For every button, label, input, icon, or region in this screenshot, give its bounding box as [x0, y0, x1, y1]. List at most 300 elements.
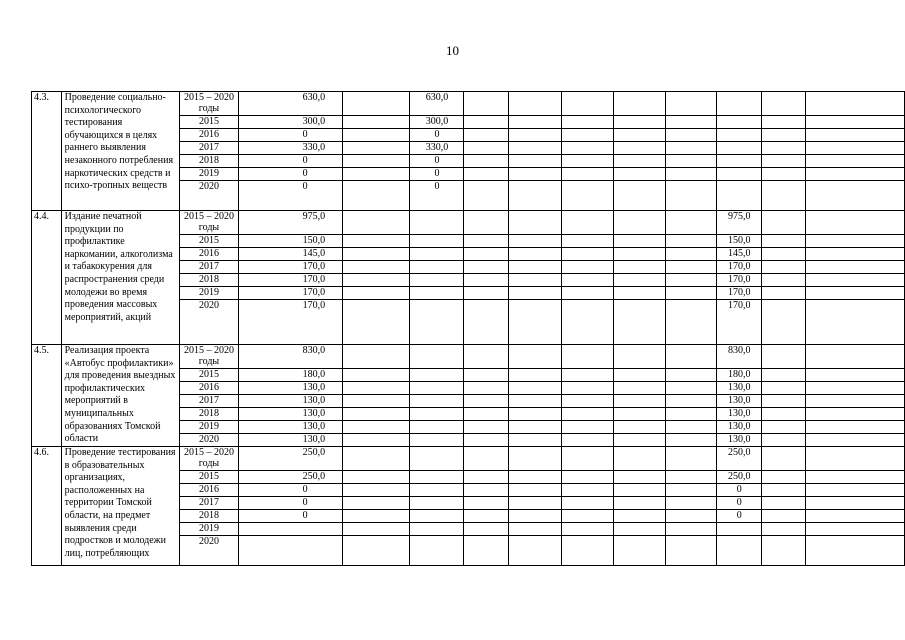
empty-cell [561, 369, 613, 382]
empty-cell [762, 536, 805, 566]
year-cell: 2018 [180, 155, 238, 168]
empty-cell [665, 523, 716, 536]
empty-cell [613, 523, 665, 536]
empty-cell [613, 235, 665, 248]
empty-cell [343, 92, 410, 116]
empty-cell [508, 274, 561, 287]
federal-amount-cell: 0 [410, 168, 464, 181]
empty-cell [508, 395, 561, 408]
total-amount-cell: 0 [238, 129, 342, 142]
empty-cell [613, 536, 665, 566]
empty-cell [343, 345, 410, 369]
empty-cell [665, 345, 716, 369]
empty-cell [508, 248, 561, 261]
empty-cell [343, 497, 410, 510]
row-number: 4.6. [32, 447, 62, 566]
federal-amount-cell [410, 484, 464, 497]
regional-amount-cell: 130,0 [717, 421, 762, 434]
empty-cell [665, 181, 716, 211]
empty-cell [343, 484, 410, 497]
empty-cell [343, 300, 410, 345]
empty-cell [805, 395, 904, 408]
empty-cell [464, 536, 508, 566]
empty-cell [665, 484, 716, 497]
regional-amount-cell [717, 129, 762, 142]
empty-cell [613, 261, 665, 274]
total-amount-cell: 250,0 [238, 447, 342, 471]
empty-cell [343, 523, 410, 536]
empty-cell [464, 471, 508, 484]
empty-cell [343, 447, 410, 471]
empty-cell [464, 235, 508, 248]
empty-cell [805, 434, 904, 447]
empty-cell [561, 408, 613, 421]
empty-cell [464, 497, 508, 510]
empty-cell [762, 434, 805, 447]
empty-cell [464, 523, 508, 536]
empty-cell [508, 235, 561, 248]
year-cell: 2016 [180, 484, 238, 497]
empty-cell [805, 287, 904, 300]
federal-amount-cell [410, 261, 464, 274]
empty-cell [508, 382, 561, 395]
empty-cell [561, 92, 613, 116]
year-cell: 2016 [180, 248, 238, 261]
empty-cell [805, 181, 904, 211]
empty-cell [508, 523, 561, 536]
empty-cell [561, 484, 613, 497]
empty-cell [343, 382, 410, 395]
empty-cell [762, 155, 805, 168]
empty-cell [762, 510, 805, 523]
year-cell: 2018 [180, 510, 238, 523]
empty-cell [464, 168, 508, 181]
regional-amount-cell: 150,0 [717, 235, 762, 248]
table-row [32, 211, 905, 235]
empty-cell [613, 471, 665, 484]
empty-cell [665, 382, 716, 395]
empty-cell [665, 155, 716, 168]
empty-cell [665, 168, 716, 181]
empty-cell [561, 116, 613, 129]
total-amount-cell: 630,0 [238, 92, 342, 116]
empty-cell [508, 421, 561, 434]
row-number: 4.5. [32, 345, 62, 447]
empty-cell [561, 142, 613, 155]
federal-amount-cell [410, 211, 464, 235]
empty-cell [508, 142, 561, 155]
federal-amount-cell [410, 345, 464, 369]
year-cell: 2018 [180, 408, 238, 421]
year-cell: 2015 – 2020 годы [180, 92, 238, 116]
empty-cell [508, 369, 561, 382]
empty-cell [508, 92, 561, 116]
total-amount-cell: 130,0 [238, 382, 342, 395]
year-cell: 2020 [180, 434, 238, 447]
year-cell: 2020 [180, 181, 238, 211]
empty-cell [665, 211, 716, 235]
empty-cell [613, 142, 665, 155]
empty-cell [464, 484, 508, 497]
regional-amount-cell: 830,0 [717, 345, 762, 369]
regional-amount-cell: 130,0 [717, 408, 762, 421]
total-amount-cell: 0 [238, 510, 342, 523]
empty-cell [805, 168, 904, 181]
empty-cell [665, 116, 716, 129]
empty-cell [561, 300, 613, 345]
empty-cell [561, 510, 613, 523]
empty-cell [613, 274, 665, 287]
empty-cell [613, 181, 665, 211]
total-amount-cell: 170,0 [238, 274, 342, 287]
empty-cell [762, 300, 805, 345]
year-cell: 2017 [180, 497, 238, 510]
total-amount-cell: 130,0 [238, 395, 342, 408]
empty-cell [343, 434, 410, 447]
empty-cell [343, 211, 410, 235]
federal-amount-cell [410, 235, 464, 248]
empty-cell [561, 395, 613, 408]
regional-amount-cell: 170,0 [717, 274, 762, 287]
empty-cell [464, 300, 508, 345]
empty-cell [464, 129, 508, 142]
regional-amount-cell [717, 155, 762, 168]
empty-cell [665, 274, 716, 287]
empty-cell [613, 345, 665, 369]
empty-cell [613, 408, 665, 421]
empty-cell [805, 484, 904, 497]
empty-cell [665, 447, 716, 471]
federal-amount-cell [410, 274, 464, 287]
empty-cell [805, 345, 904, 369]
empty-cell [508, 408, 561, 421]
empty-cell [805, 211, 904, 235]
federal-amount-cell [410, 421, 464, 434]
empty-cell [508, 211, 561, 235]
empty-cell [561, 248, 613, 261]
empty-cell [613, 395, 665, 408]
year-cell: 2015 [180, 471, 238, 484]
empty-cell [343, 369, 410, 382]
total-amount-cell: 170,0 [238, 261, 342, 274]
empty-cell [805, 497, 904, 510]
empty-cell [343, 155, 410, 168]
federal-amount-cell: 0 [410, 181, 464, 211]
empty-cell [762, 382, 805, 395]
empty-cell [464, 408, 508, 421]
empty-cell [561, 523, 613, 536]
empty-cell [561, 447, 613, 471]
empty-cell [613, 369, 665, 382]
federal-amount-cell [410, 395, 464, 408]
total-amount-cell: 975,0 [238, 211, 342, 235]
empty-cell [762, 287, 805, 300]
empty-cell [665, 408, 716, 421]
regional-amount-cell [717, 168, 762, 181]
empty-cell [665, 421, 716, 434]
empty-cell [762, 395, 805, 408]
regional-amount-cell: 170,0 [717, 261, 762, 274]
empty-cell [464, 287, 508, 300]
empty-cell [613, 129, 665, 142]
total-amount-cell [238, 536, 342, 566]
empty-cell [508, 497, 561, 510]
empty-cell [665, 536, 716, 566]
empty-cell [508, 484, 561, 497]
total-amount-cell: 0 [238, 155, 342, 168]
empty-cell [561, 382, 613, 395]
empty-cell [343, 142, 410, 155]
empty-cell [343, 235, 410, 248]
year-cell: 2019 [180, 287, 238, 300]
federal-amount-cell [410, 369, 464, 382]
year-cell: 2020 [180, 536, 238, 566]
empty-cell [762, 447, 805, 471]
total-amount-cell: 170,0 [238, 300, 342, 345]
federal-amount-cell [410, 300, 464, 345]
empty-cell [561, 536, 613, 566]
table-row [32, 447, 905, 471]
regional-amount-cell: 170,0 [717, 300, 762, 345]
total-amount-cell: 250,0 [238, 471, 342, 484]
row-number: 4.4. [32, 211, 62, 345]
year-cell: 2015 [180, 369, 238, 382]
empty-cell [805, 116, 904, 129]
total-amount-cell: 150,0 [238, 235, 342, 248]
regional-amount-cell [717, 92, 762, 116]
regional-amount-cell [717, 142, 762, 155]
empty-cell [805, 447, 904, 471]
empty-cell [805, 142, 904, 155]
empty-cell [613, 248, 665, 261]
empty-cell [561, 497, 613, 510]
empty-cell [464, 142, 508, 155]
regional-amount-cell: 130,0 [717, 395, 762, 408]
empty-cell [508, 287, 561, 300]
empty-cell [613, 116, 665, 129]
empty-cell [464, 116, 508, 129]
table-body [32, 92, 905, 566]
empty-cell [464, 181, 508, 211]
regional-amount-cell: 145,0 [717, 248, 762, 261]
empty-cell [613, 434, 665, 447]
federal-amount-cell: 630,0 [410, 92, 464, 116]
empty-cell [343, 408, 410, 421]
federal-amount-cell [410, 248, 464, 261]
row-number: 4.3. [32, 92, 62, 211]
empty-cell [343, 510, 410, 523]
empty-cell [464, 345, 508, 369]
table-row [32, 345, 905, 369]
federal-amount-cell: 0 [410, 155, 464, 168]
year-cell: 2015 – 2020 годы [180, 345, 238, 369]
federal-amount-cell [410, 382, 464, 395]
empty-cell [805, 129, 904, 142]
row-description: Издание печатной продукции по профилактике наркомании, алкоголизма и табакокурения для распространения среди молодежи во время проведения массовых мероприятий, акций [61, 211, 180, 345]
empty-cell [508, 116, 561, 129]
empty-cell [464, 434, 508, 447]
empty-cell [508, 129, 561, 142]
empty-cell [665, 248, 716, 261]
year-cell: 2017 [180, 261, 238, 274]
empty-cell [613, 382, 665, 395]
empty-cell [762, 274, 805, 287]
empty-cell [613, 510, 665, 523]
empty-cell [508, 536, 561, 566]
empty-cell [343, 116, 410, 129]
total-amount-cell: 130,0 [238, 434, 342, 447]
empty-cell [343, 421, 410, 434]
empty-cell [464, 369, 508, 382]
empty-cell [464, 248, 508, 261]
empty-cell [561, 129, 613, 142]
total-amount-cell: 130,0 [238, 421, 342, 434]
year-cell: 2015 – 2020 годы [180, 447, 238, 471]
empty-cell [665, 497, 716, 510]
page-number: 10 [446, 43, 459, 58]
year-cell: 2017 [180, 142, 238, 155]
regional-amount-cell: 975,0 [717, 211, 762, 235]
empty-cell [665, 471, 716, 484]
empty-cell [665, 235, 716, 248]
empty-cell [762, 471, 805, 484]
empty-cell [613, 92, 665, 116]
empty-cell [665, 434, 716, 447]
federal-amount-cell: 0 [410, 129, 464, 142]
year-cell: 2015 [180, 116, 238, 129]
year-cell: 2020 [180, 300, 238, 345]
empty-cell [561, 345, 613, 369]
empty-cell [464, 447, 508, 471]
empty-cell [464, 211, 508, 235]
regional-amount-cell: 0 [717, 484, 762, 497]
regional-amount-cell: 130,0 [717, 382, 762, 395]
empty-cell [561, 235, 613, 248]
empty-cell [805, 274, 904, 287]
empty-cell [508, 155, 561, 168]
empty-cell [464, 155, 508, 168]
empty-cell [805, 369, 904, 382]
regional-amount-cell [717, 116, 762, 129]
year-cell: 2019 [180, 523, 238, 536]
empty-cell [665, 142, 716, 155]
empty-cell [762, 497, 805, 510]
year-cell: 2016 [180, 382, 238, 395]
empty-cell [613, 447, 665, 471]
regional-amount-cell [717, 523, 762, 536]
empty-cell [805, 382, 904, 395]
empty-cell [508, 168, 561, 181]
year-cell: 2018 [180, 274, 238, 287]
year-cell: 2017 [180, 395, 238, 408]
empty-cell [762, 235, 805, 248]
empty-cell [805, 248, 904, 261]
empty-cell [343, 274, 410, 287]
empty-cell [665, 395, 716, 408]
total-amount-cell: 300,0 [238, 116, 342, 129]
empty-cell [343, 248, 410, 261]
empty-cell [665, 369, 716, 382]
empty-cell [762, 261, 805, 274]
empty-cell [464, 274, 508, 287]
empty-cell [343, 168, 410, 181]
federal-amount-cell [410, 434, 464, 447]
empty-cell [762, 211, 805, 235]
empty-cell [343, 536, 410, 566]
total-amount-cell: 170,0 [238, 287, 342, 300]
empty-cell [805, 510, 904, 523]
empty-cell [805, 421, 904, 434]
empty-cell [805, 536, 904, 566]
empty-cell [805, 92, 904, 116]
empty-cell [464, 395, 508, 408]
empty-cell [805, 261, 904, 274]
empty-cell [762, 181, 805, 211]
empty-cell [508, 434, 561, 447]
year-cell: 2016 [180, 129, 238, 142]
empty-cell [665, 92, 716, 116]
federal-amount-cell: 330,0 [410, 142, 464, 155]
empty-cell [762, 345, 805, 369]
empty-cell [613, 168, 665, 181]
empty-cell [508, 300, 561, 345]
empty-cell [561, 181, 613, 211]
total-amount-cell: 330,0 [238, 142, 342, 155]
regional-amount-cell: 130,0 [717, 434, 762, 447]
empty-cell [805, 300, 904, 345]
empty-cell [561, 471, 613, 484]
empty-cell [561, 211, 613, 235]
program-table [31, 91, 905, 566]
regional-amount-cell: 250,0 [717, 471, 762, 484]
empty-cell [508, 261, 561, 274]
empty-cell [805, 155, 904, 168]
empty-cell [508, 447, 561, 471]
empty-cell [561, 421, 613, 434]
empty-cell [508, 345, 561, 369]
empty-cell [508, 471, 561, 484]
empty-cell [762, 369, 805, 382]
total-amount-cell: 0 [238, 497, 342, 510]
empty-cell [665, 300, 716, 345]
row-description: Проведение социально-психологического тестирования обучающихся в целях раннего выявления незаконного потребления наркотических средств и психо-тропных веществ [61, 92, 180, 211]
empty-cell [561, 434, 613, 447]
federal-amount-cell [410, 471, 464, 484]
regional-amount-cell: 250,0 [717, 447, 762, 471]
year-cell: 2019 [180, 168, 238, 181]
empty-cell [561, 274, 613, 287]
federal-amount-cell [410, 523, 464, 536]
total-amount-cell: 180,0 [238, 369, 342, 382]
empty-cell [805, 235, 904, 248]
empty-cell [762, 421, 805, 434]
empty-cell [762, 523, 805, 536]
empty-cell [561, 287, 613, 300]
federal-amount-cell [410, 497, 464, 510]
empty-cell [343, 261, 410, 274]
empty-cell [464, 421, 508, 434]
empty-cell [343, 287, 410, 300]
empty-cell [805, 408, 904, 421]
total-amount-cell [238, 523, 342, 536]
row-description: Реализация проекта «Автобус профилактики» для проведения выездных профилактических мероприятий в муниципальных образованиях Томской области [61, 345, 180, 447]
federal-amount-cell [410, 287, 464, 300]
empty-cell [613, 421, 665, 434]
empty-cell [613, 484, 665, 497]
year-cell: 2015 – 2020 годы [180, 211, 238, 235]
empty-cell [762, 116, 805, 129]
total-amount-cell: 0 [238, 484, 342, 497]
